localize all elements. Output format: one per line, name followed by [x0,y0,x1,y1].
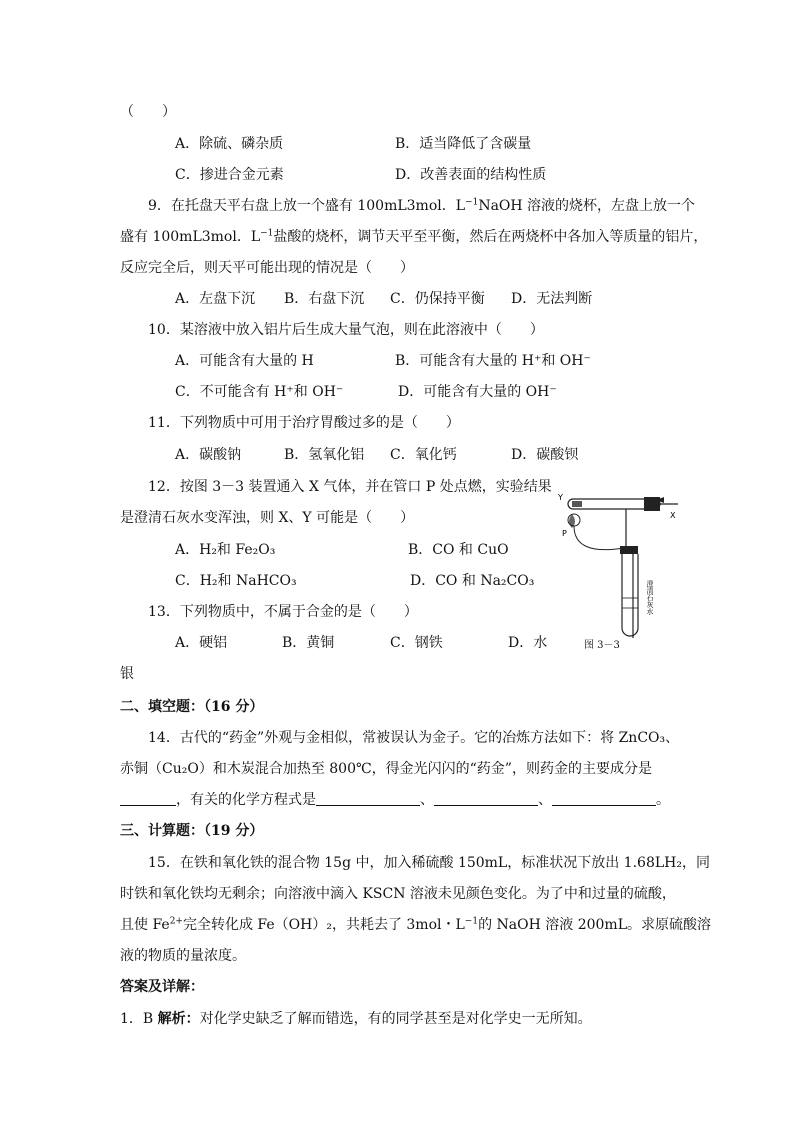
q9-option-b: B．右盘下沉 [284,291,365,307]
outlet-pipe [626,509,633,638]
apparatus-figure [538,488,678,658]
side-pipe [574,526,624,550]
q10-option-c: C．不可能含有 H⁺和 OH⁻ [175,384,344,400]
q9-option-a: A．左盘下沉 [175,291,256,307]
answer-1-label: 解析： [157,1011,200,1027]
q10-option-a: A．可能含有大量的 H [175,353,314,369]
section3-heading: 三、计算题：（19 分） [120,823,264,839]
q12-option-b: B．CO 和 CuO [408,542,509,558]
q10-option-d: D．可能含有大量的 OH⁻ [398,384,557,400]
q15-line3-text: 且使 Fe [120,917,170,933]
section2-heading: 二、填空题：（16 分） [120,699,264,715]
q13-option-d: D．水 [508,635,548,651]
q15-line3 [120,915,711,935]
q12-option-a: A．H₂和 Fe₂O₃ [175,542,276,558]
q12-option-d: D．CO 和 Na₂CO₃ [410,573,535,589]
q8-option-c: C．掺进合金元素 [175,167,284,183]
label-y: Y [558,493,563,502]
answer-blank-2[interactable] [316,791,420,806]
label-p: P [562,529,567,538]
q10-option-b: B．可能含有大量的 H⁺和 OH⁻ [395,353,591,369]
answer-blank-1[interactable] [120,791,176,806]
answer-1-text: 对化学史缺乏了解而错选，有的同学甚至是对化学史一无所知。 [199,1011,592,1027]
q9-line2 [120,227,707,247]
q13-option-a: A．硬铝 [175,635,228,651]
q14-line2: 赤铜（Cu₂O）和木炭混合加热至 800℃，得金光闪闪的“药金”，则药金的主要成分是 [120,761,652,777]
q11-option-c: C．氧化钙 [390,447,457,463]
label-x: X [670,511,676,520]
q14-sep-1: 、 [420,792,434,808]
q13-option-d-continued: 银 [120,666,134,682]
reagent-y [572,501,582,507]
q13-stem: 13．下列物质中，不属于合金的是（ ） [148,604,418,620]
q15-line2: 时铁和氧化铁均无剩余；向溶液中滴入 KSCN 溶液未见颜色变化。为了中和过量的硫酸， [120,886,676,902]
q8-option-d: D．改善表面的结构性质 [395,167,547,183]
q15-line3-sup2: −1 [464,916,479,927]
q9-line1-sup: −1 [465,197,479,208]
answer-1-number: 1．B [120,1011,158,1027]
q9-line2-text-end: 盐酸的烧杯，调节天平至平衡，然后在两烧杯中各加入等质量的铝片， [273,229,708,245]
q11-option-a: A．碳酸钠 [175,447,242,463]
answer-blank-4[interactable] [552,791,656,806]
figure-caption: 图 3－3 [584,640,620,651]
q9-option-d: D．无法判断 [511,291,593,307]
q12-option-c: C．H₂和 NaHCO₃ [175,573,297,589]
q9-line1-text-end: NaOH 溶液的烧杯，左盘上放一个 [478,198,696,214]
tube-stopper [620,546,638,554]
q14-sep-2: 、 [538,792,552,808]
q9-line1 [148,196,695,216]
answer-blank-3[interactable] [434,791,538,806]
q13-option-b: B．黄铜 [282,635,335,651]
test-tube [622,554,638,636]
q15-line1: 15．在铁和氧化铁的混合物 15g 中，加入稀硫酸 150mL，标准状况下放出 1.68LH₂，同 [148,855,710,871]
q9-line2-sup: −1 [260,228,274,239]
q9-line3: 反应完全后，则天平可能出现的情况是（ ） [120,260,414,276]
q10-stem: 10．某溶液中放入铝片后生成大量气泡，则在此溶液中（ ） [148,322,544,338]
q9-line2-text: 盛有 100mL3mol．L [120,229,261,245]
q8-option-b: B．适当降低了含碳量 [395,136,532,152]
q8-paren: （ ） [120,104,176,120]
q15-line3-sup: 2+ [169,916,183,927]
stopper [644,497,660,511]
q15-line4: 液的物质的量浓度。 [120,948,246,964]
q14-end: 。 [656,792,670,808]
q8-option-a: A．除硫、磷杂质 [175,136,284,152]
q9-option-c: C．仍保持平衡 [390,291,485,307]
label-lime-water: 澄清石灰水 [646,580,654,615]
q11-stem: 11．下列物质中可用于治疗胃酸过多的是（ ） [148,415,460,431]
q14-line1: 14．古代的“药金”外观与金相似，常被误认为金子。它的冶炼方法如下：将 ZnCO₃、 [148,730,680,746]
q15-line3-text-end: 的 NaOH 溶液 200mL。求原硫酸溶 [478,917,712,933]
q14-line3-text: ，有关的化学方程式是 [176,792,316,808]
answers-heading: 答案及详解： [120,979,204,995]
q14-line3 [120,790,670,810]
q9-line1-text: 9．在托盘天平右盘上放一个盛有 100mL3mol．L [148,198,466,214]
q13-option-c: C．钢铁 [390,635,443,651]
q15-line3-text-mid: 完全转化成 Fe（OH）₂，共耗去了 3mol・L [182,917,465,933]
q12-line1: 12．按图 3－3 装置通入 X 气体，并在管口 P 处点燃，实验结果 [148,479,552,495]
q11-option-b: B．氢氧化铝 [284,447,365,463]
answer-1 [120,1009,592,1029]
q12-line2: 是澄清石灰水变浑浊，则 X、Y 可能是（ ） [120,510,415,526]
q11-option-d: D．碳酸钡 [511,447,579,463]
